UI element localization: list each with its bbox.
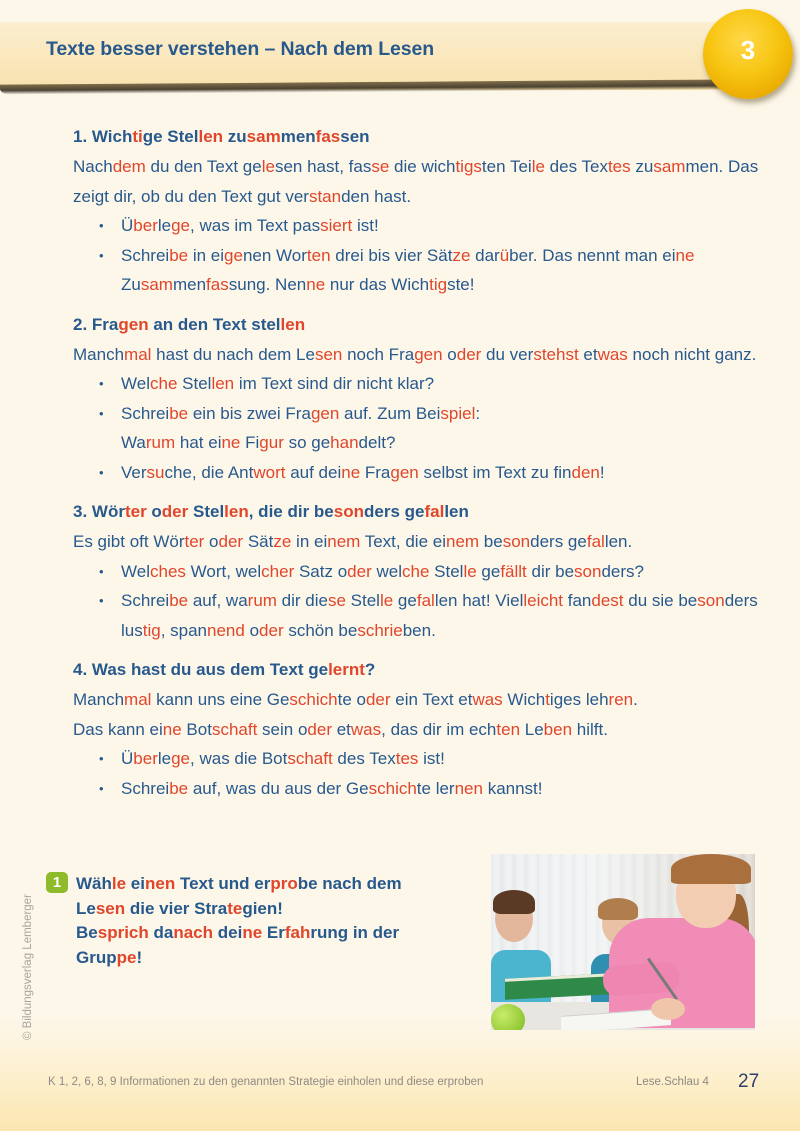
section-ask-questions <box>73 310 763 488</box>
bullet-item: • Schreibe in eigenen Worten drei bis vier Sätze darüber. Das nennt man eine Zusammenfassung. Nenne nur das Wichtigste! <box>97 241 763 300</box>
bullet-item: • Versuche, die Antwort auf deine Fragen selbst im Text zu finden! <box>97 458 763 488</box>
bullet-icon: • <box>99 218 104 233</box>
task-number-badge: 1 <box>46 872 68 893</box>
page-title: Texte besser verstehen – Nach dem Lesen <box>46 38 435 60</box>
bullet-item: • Schreibe ein bis zwei Fragen auf. Zum Beispiel: Warum hat eine Figur so gehandelt? <box>97 399 763 458</box>
section-paragraph: Manchmal hast du nach dem Lesen noch Fragen oder du verstehst etwas noch nicht ganz. <box>73 344 757 364</box>
bullet-list <box>73 744 763 803</box>
bullet-icon: • <box>99 593 104 608</box>
section-heading: 1. Wichtige Stellen zusammenfassen <box>73 127 370 146</box>
bullet-item: • Schreibe auf, warum dir diese Stelle gefallen hat! Vielleicht fandest du sie besonders lustig, spannend oder schön beschrieben. <box>97 586 763 645</box>
section-paragraph: Manchmal kann uns eine Geschichte oder ein Text etwas Wichtiges lehren. Das kann eine Botschaft sein oder etwas, das dir im echten Leben hilft. <box>73 690 638 739</box>
bullet-list <box>73 557 763 646</box>
copyright-notice: © Bildungsverlag Lemberger <box>22 894 34 1040</box>
bullet-icon: • <box>99 780 104 796</box>
footer-competency-note: K 1, 2, 6, 8, 9 Informationen zu den genannten Strategie einholen und diese erproben <box>48 1076 484 1088</box>
section-heading: 2. Fragen an den Text stellen <box>73 314 306 334</box>
classroom-photo <box>491 854 755 1030</box>
section-heading: 4. Was hast du aus dem Text gelernt? <box>73 660 376 679</box>
apple-icon <box>491 1004 525 1030</box>
section-paragraph: Nachdem du den Text gelesen hast, fasse die wichtigsten Teile des Textes zusammen. Das zeigt dir, ob du den Text gut verstanden hast. <box>73 157 759 206</box>
bullet-item: • Welche Stellen im Text sind dir nicht klar? <box>97 369 763 399</box>
strategies-content <box>73 122 763 813</box>
chapter-number: 3 <box>740 34 756 65</box>
bullet-item: • Schreibe auf, was du aus der Geschichte lernen kannst! <box>97 774 763 804</box>
section-paragraph: Es gibt oft Wörter oder Sätze in einem Text, die einem besonders gefallen. <box>73 532 633 551</box>
section-lessons-learned <box>73 655 763 803</box>
bullet-item: • Überlege, was im Text passiert ist! <box>97 211 763 241</box>
bullet-icon: • <box>99 376 104 391</box>
footer-book-title: Lese.Schlau 4 <box>636 1076 709 1088</box>
bullet-icon: • <box>99 247 104 263</box>
bullet-item: • Welches Wort, welcher Satz oder welche Stelle gefällt dir besonders? <box>97 557 763 587</box>
bullet-icon: • <box>99 751 104 766</box>
section-favorite-passages <box>73 497 763 645</box>
bullet-icon: • <box>99 563 104 579</box>
bullet-icon: • <box>99 405 104 421</box>
task-instruction: Wähle einen Text und erprobe nach dem Lesen die vier Strategien! Besprich danach deine Erfahrung in der Gruppe! <box>76 874 402 967</box>
bullet-icon: • <box>99 464 104 480</box>
section-heading: 3. Wörter oder Stellen, die dir besonders gefallen <box>73 502 469 521</box>
bullet-list <box>73 369 763 487</box>
section-summarize <box>73 122 763 300</box>
bullet-item: • Überlege, was die Botschaft des Textes ist! <box>97 744 763 774</box>
bullet-list <box>73 211 763 300</box>
page-number: 27 <box>738 1071 760 1092</box>
chapter-badge <box>703 9 793 99</box>
